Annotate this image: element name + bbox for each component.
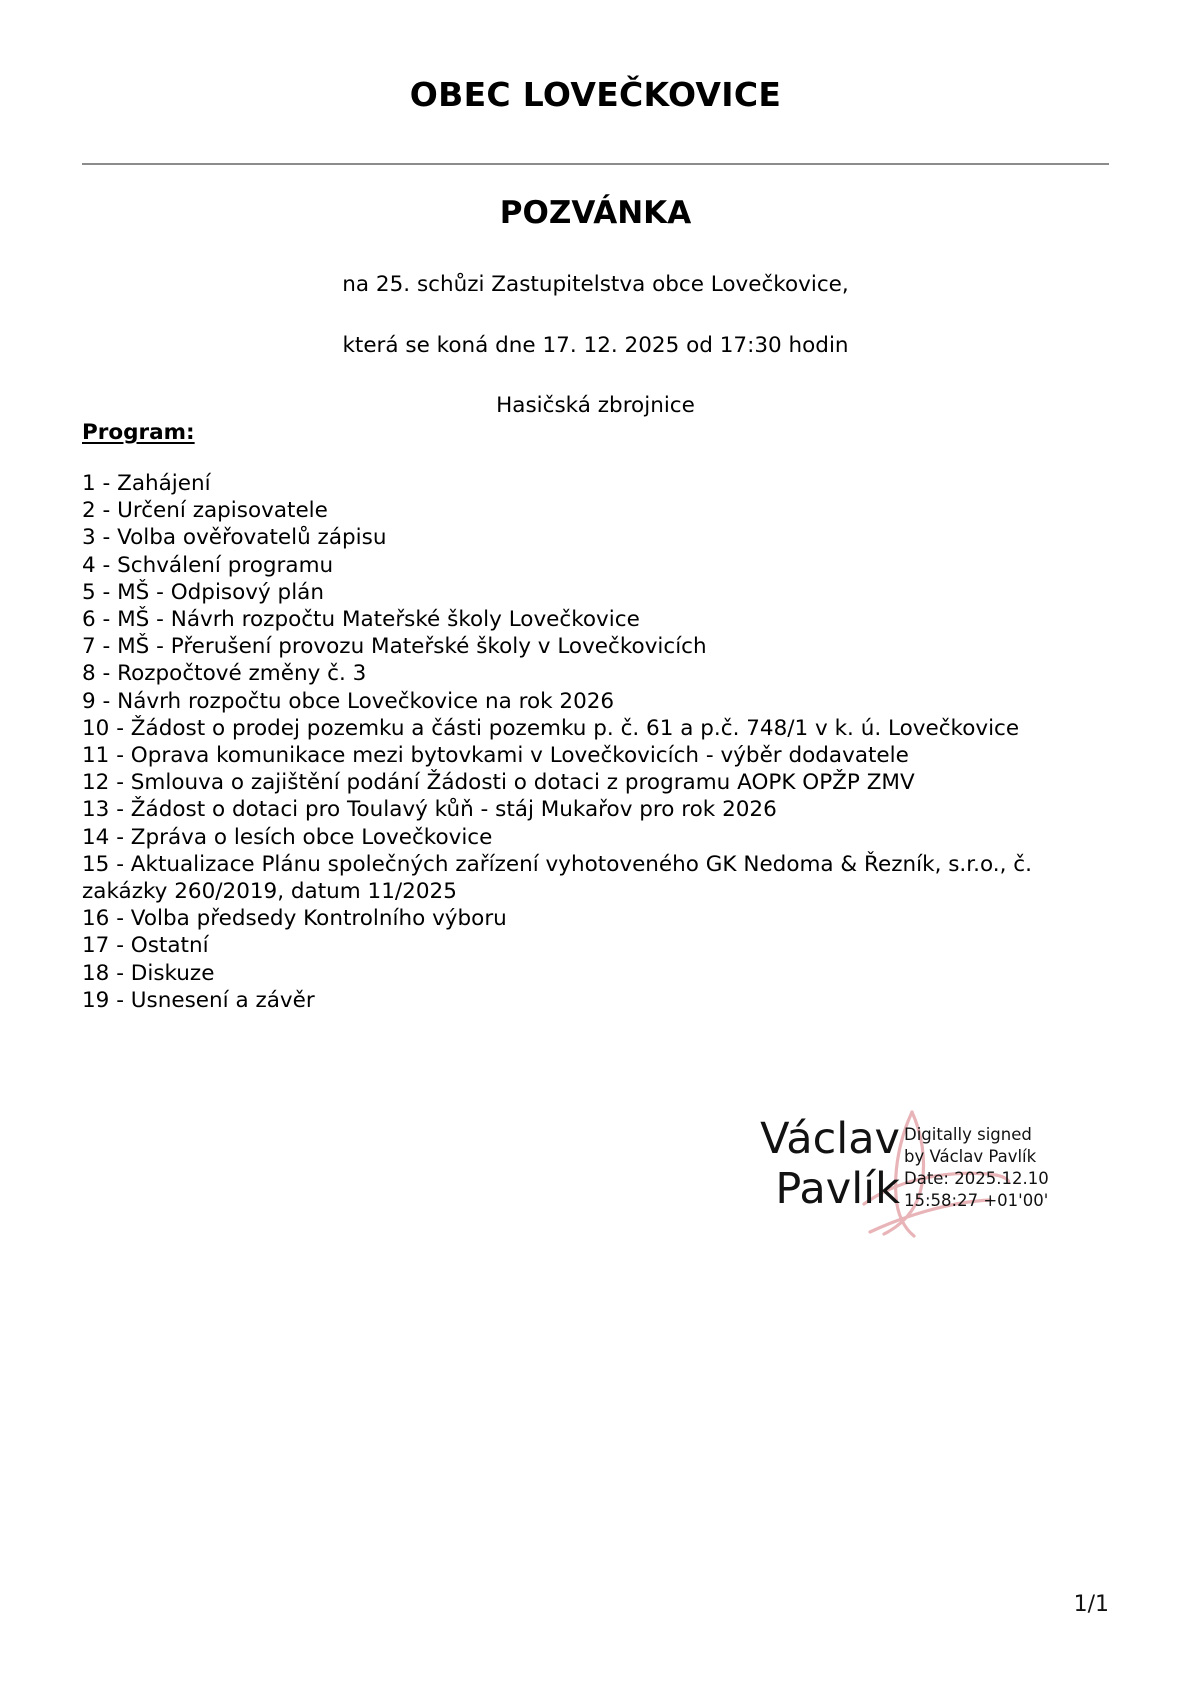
digital-signature-block: [752, 1114, 1049, 1239]
program-item: 1 - Zahájení: [82, 471, 211, 496]
invitation-line-meeting: na 25. schůzi Zastupitelstva obce Lovečkovice,: [342, 271, 849, 297]
invitation-line-datetime: která se koná dne 17. 12. 2025 od 17:30 hodin: [342, 332, 849, 358]
signature-name-last: Pavlík: [775, 1164, 900, 1214]
signature-details: [904, 1124, 1049, 1212]
program-item: 7 - MŠ - Přerušení provozu Mateřské školy v Lovečkovicích: [82, 634, 707, 660]
program-item: 14 - Zpráva o lesích obce Lovečkovice: [82, 824, 493, 850]
invitation-block: [82, 196, 1109, 420]
program-item: 6 - MŠ - Návrh rozpočtu Mateřské školy Lovečkovice: [82, 607, 640, 633]
program-item: 5 - MŠ - Odpisový plán: [82, 579, 324, 605]
program-item: 16 - Volba předsedy Kontrolního výboru: [82, 906, 507, 932]
program-item: 18 - Diskuze: [82, 960, 215, 986]
program-list: [82, 470, 1109, 1014]
page-number: 1/1: [1073, 1592, 1109, 1617]
signature-detail-signer: by Václav Pavlík: [904, 1147, 1037, 1166]
program-item: 10 - Žádost o prodej pozemku a části pozemku p. č. 61 a p.č. 748/1 v k. ú. Lovečkovice: [82, 715, 1020, 741]
program-item: 9 - Návrh rozpočtu obce Lovečkovice na rok 2026: [82, 688, 615, 714]
program-item: 11 - Oprava komunikace mezi bytovkami v Lovečkovicích - výběr dodavatele: [82, 743, 909, 769]
program-item: 13 - Žádost o dotaci pro Toulavý kůň - stáj Mukařov pro rok 2026: [82, 797, 777, 823]
invitation-line-venue: Hasičská zbrojnice: [496, 393, 695, 419]
program-item: 4 - Schválení programu: [82, 552, 334, 578]
page-title: OBEC LOVEČKOVICE: [409, 75, 782, 114]
program-item: 15 - Aktualizace Plánu společných zařízení vyhotoveného GK Nedoma & Řezník, s.r.o., č. zakázky 260/2019, datum 11/2025: [82, 851, 1032, 905]
invitation-heading: POZVÁNKA: [499, 195, 692, 231]
signature-name: [752, 1114, 900, 1214]
signature-detail-signed: Digitally signed: [904, 1125, 1032, 1144]
program-item: 17 - Ostatní: [82, 933, 209, 959]
program-item: 19 - Usnesení a závěr: [82, 987, 315, 1013]
header-divider: [82, 163, 1109, 165]
program-item: 2 - Určení zapisovatele: [82, 498, 328, 524]
program-item: 12 - Smlouva o zajištění podání Žádosti o dotaci z programu AOPK OPŽP ZMV: [82, 770, 915, 796]
signature-detail-date: Date: 2025.12.10: [904, 1169, 1049, 1188]
program-heading: Program:: [82, 420, 195, 445]
signature-detail-time: 15:58:27 +01'00': [904, 1191, 1049, 1210]
program-item: 8 - Rozpočtové změny č. 3: [82, 661, 367, 687]
signature-name-first: Václav: [760, 1114, 900, 1164]
program-item: 3 - Volba ověřovatelů zápisu: [82, 525, 387, 551]
